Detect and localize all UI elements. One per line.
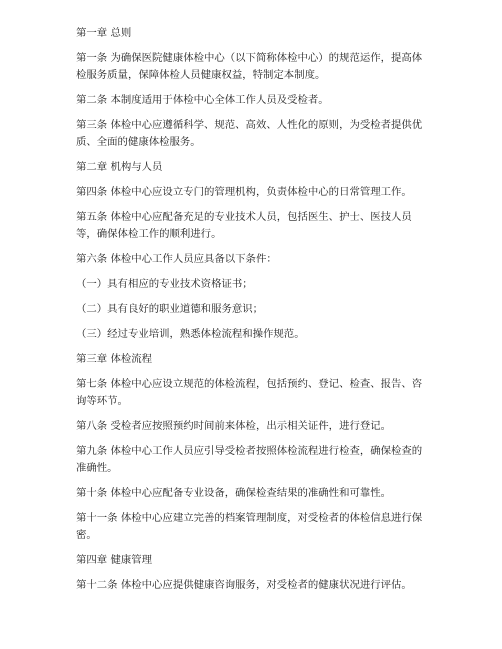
- list-item: （三）经过专业培训，熟悉体检流程和操作规范。: [76, 328, 305, 340]
- article-paragraph: 第八条 受检者应按照预约时间前来体检，出示相关证件，进行登记。: [76, 420, 392, 432]
- article-paragraph: 第一条 为确保医院健康体检中心（以下简称体检中心）的规范运作，提高体检服务质量，保障体检人员健康权益，特制定本制度。: [76, 52, 423, 81]
- chapter-heading: 第三章 体检流程: [76, 353, 153, 365]
- chapter-heading: 第四章 健康管理: [76, 554, 153, 566]
- article-paragraph: 第九条 体检中心工作人员应引导受检者按照体检流程进行检查，确保检查的准确性。: [76, 445, 423, 474]
- article-paragraph: 第十二条 体检中心应提供健康咨询服务，对受检者的健康状况进行评估。: [76, 579, 412, 591]
- article-paragraph: 第四条 体检中心应设立专门的管理机构，负责体检中心的日常管理工作。: [76, 186, 412, 198]
- article-paragraph: 第六条 体检中心工作人员应具备以下条件：: [76, 253, 277, 265]
- article-paragraph: 第二条 本制度适用于体检中心全体工作人员及受检者。: [76, 94, 329, 106]
- list-item: （二）具有良好的职业道德和服务意识；: [76, 303, 264, 315]
- article-paragraph: 第五条 体检中心应配备充足的专业技术人员，包括医生、护士、医技人员等，确保体检工作的顺利进行。: [76, 211, 412, 240]
- chapter-heading: 第二章 机构与人员: [76, 161, 163, 173]
- article-paragraph: 第三条 体检中心应遵循科学、规范、高效、人性化的原则，为受检者提供优质、全面的健康体检服务。: [76, 119, 423, 148]
- article-paragraph: 第十条 体检中心应配备专业设备，确保检查结果的准确性和可靠性。: [76, 487, 392, 499]
- document-body: [76, 25, 428, 602]
- chapter-heading: 第一章 总则: [76, 27, 132, 39]
- article-paragraph: 第十一条 体检中心应建立完善的档案管理制度，对受检者的体检信息进行保密。: [76, 512, 423, 541]
- article-paragraph: 第七条 体检中心应设立规范的体检流程，包括预约、登记、检查、报告、咨询等环节。: [76, 378, 423, 407]
- list-item: （一）具有相应的专业技术资格证书；: [76, 278, 253, 290]
